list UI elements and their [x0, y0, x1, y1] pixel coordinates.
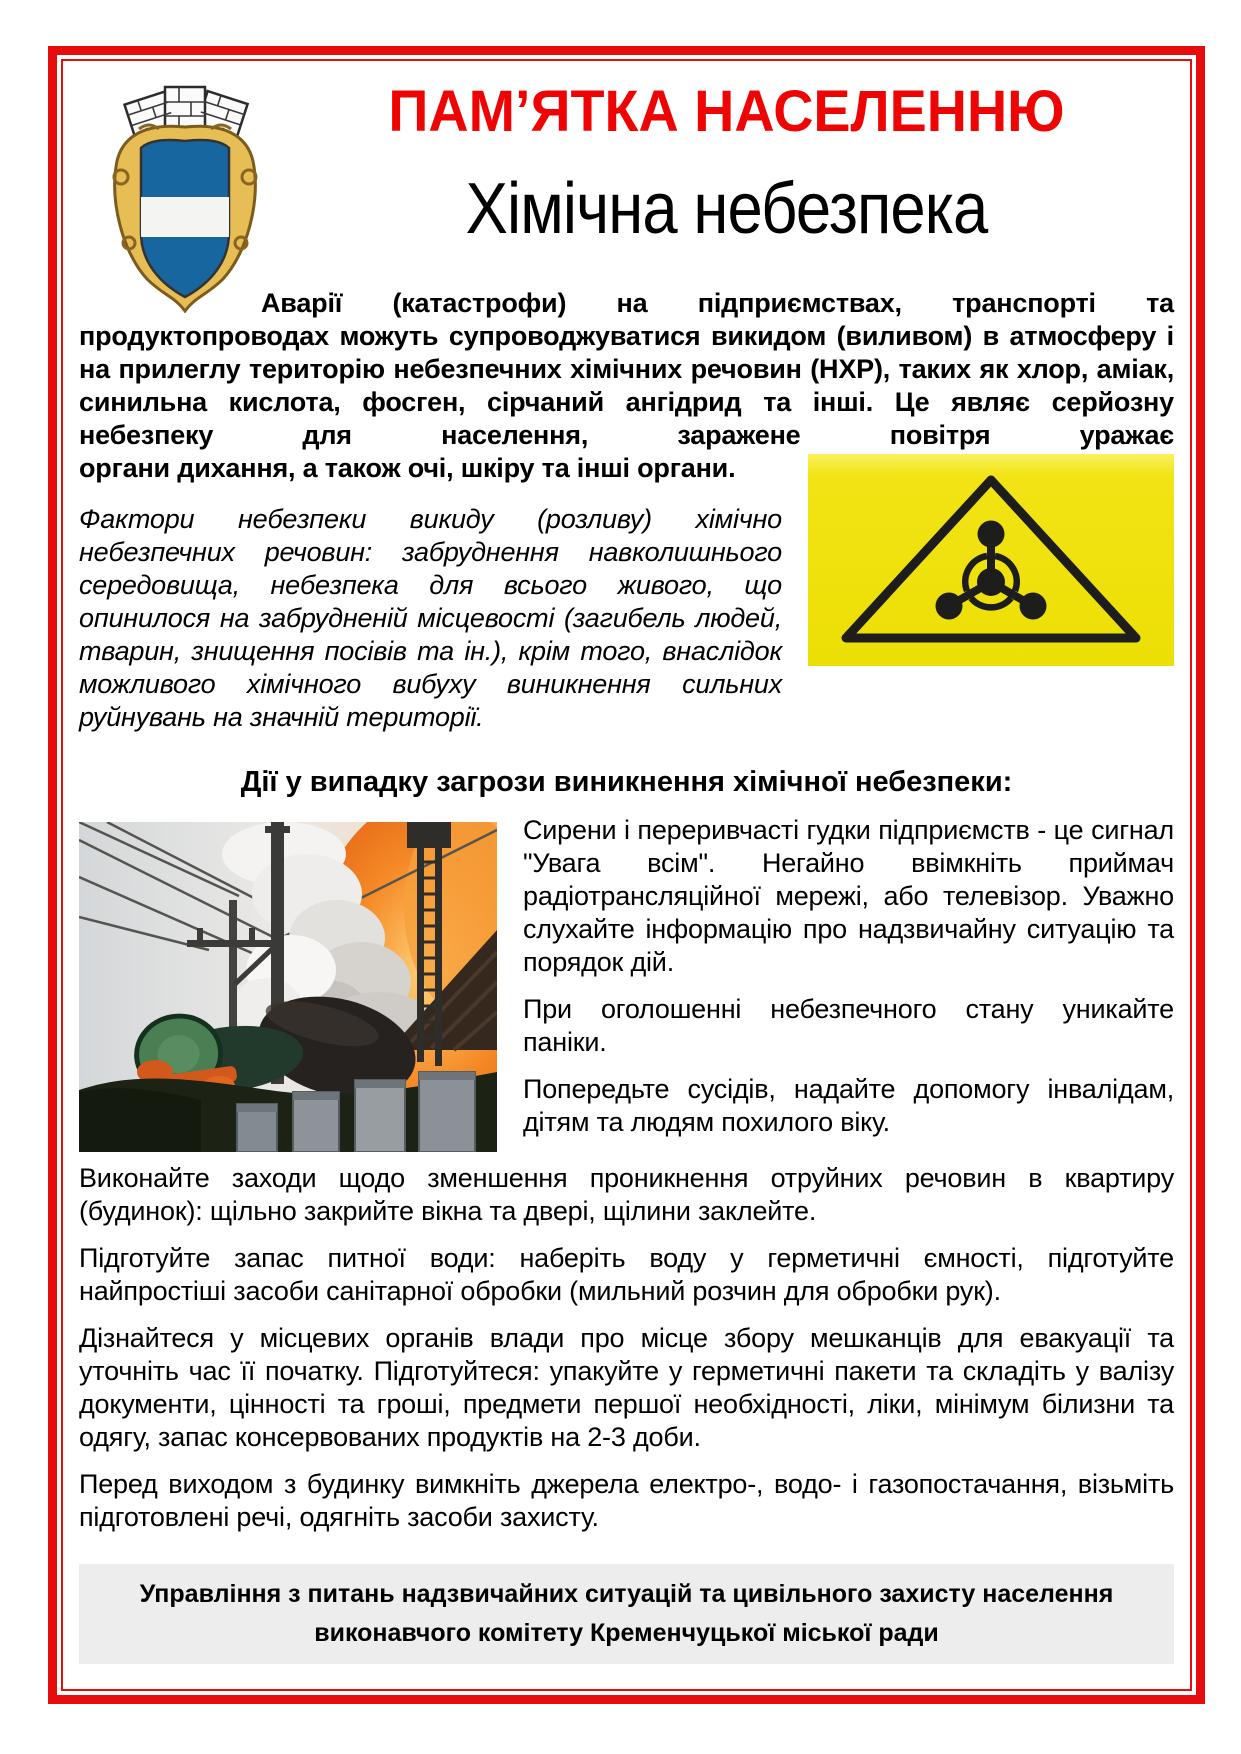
hazard-factors-paragraph: Фактори небезпеки викиду (розливу) хімічно небезпечних речовин: забруднення навколишнього середовища, небезпека для всього живого, що опинилося на забрудненій місцевості (загибель людей, тварин, знищення посівів та ін.), крім того, внаслідок можливого хімічного вибуху виникнення сильних руйнувань на значній території. [79, 504, 782, 732]
intro-wrap [79, 452, 1174, 734]
city-coat-of-arms-icon [99, 85, 271, 315]
footer-line-1: Управління з питань надзвичайних ситуацій та цивільного захисту населення [139, 1580, 1114, 1608]
chemical-hazard-sign-icon [808, 454, 1174, 666]
actions-heading: Дії у випадку загрози виникнення хімічної небезпеки: [240, 766, 1013, 798]
leaflet-title: ПАМ’ЯТКА НАСЕЛЕННЮ [388, 79, 1065, 144]
header [79, 81, 1174, 277]
leaflet-content [63, 61, 1190, 1689]
actions-section [79, 814, 1174, 1534]
titles [279, 81, 1174, 249]
shield-white-band [139, 197, 233, 237]
intro-paragraph-1: Аварії (катастрофи) на підприємствах, транспорті та продуктопроводах можуть супроводжуватися викидом (виливом) в атмосферу і на прилеглу територію небезпечних хімічних речовин (НХР), таких як хлор, аміак, синильна кислота, фосген, сірчаний ангідрид та інші. Це являє серйозну небезпеку для населення, заражене повітря уражає [79, 288, 1174, 450]
action-paragraph: Перед виходом з будинку вимкніть джерела електро-, водо- і газопостачання, візьміть підготовлені речі, одягніть засоби захисту. [79, 1469, 1174, 1532]
action-paragraph: Сирени і переривчасті гудки підприємств - це сигнал "Увага всім". Негайно ввімкніть приймач радіотрансляційної мережі, або телевізор. Уважно слухайте інформацію про надзвичайну ситуацію та порядок дій. [523, 815, 1174, 977]
action-paragraph: Виконайте заходи щодо зменшення проникнення отруйних речовин в квартиру (будинок): щільно закрийте вікна та двері, щілини заклейте. [79, 1163, 1174, 1226]
footer-bar [79, 1564, 1174, 1664]
accident-photo [79, 822, 497, 1152]
action-paragraph: Дізнайтеся у місцевих органів влади про місце збору мешканців для евакуації та уточніть час її початку. Підготуйтеся: упакуйте у герметичні пакети та складіть у валізу документи, цінності та гроші, предмети першої необхідності, ліки, мінімум білизни та одягу, запас консервованих продуктів на 2-3 доби. [79, 1323, 1174, 1452]
outer-red-frame [48, 46, 1205, 1704]
inner-red-frame [61, 59, 1192, 1691]
action-paragraph: Підготуйте запас питної води: наберіть воду у герметичні ємності, підготуйте найпростіші засоби санітарної обробки (мильний розчин для обробки рук). [79, 1243, 1174, 1306]
action-paragraph: При оголошенні небезпечного стану уникайте паніки. [523, 994, 1174, 1057]
action-paragraph: Попередьте сусідів, надайте допомогу інвалідам, дітям та людям похилого віку. [523, 1074, 1174, 1137]
intro-paragraph-2: органи дихання, а також очі, шкіру та інші органи. [79, 453, 736, 483]
footer-line-2: виконавчого комітету Кременчуцької міської ради [314, 1619, 939, 1647]
hazard-title: Хімічна небезпека [465, 169, 988, 249]
